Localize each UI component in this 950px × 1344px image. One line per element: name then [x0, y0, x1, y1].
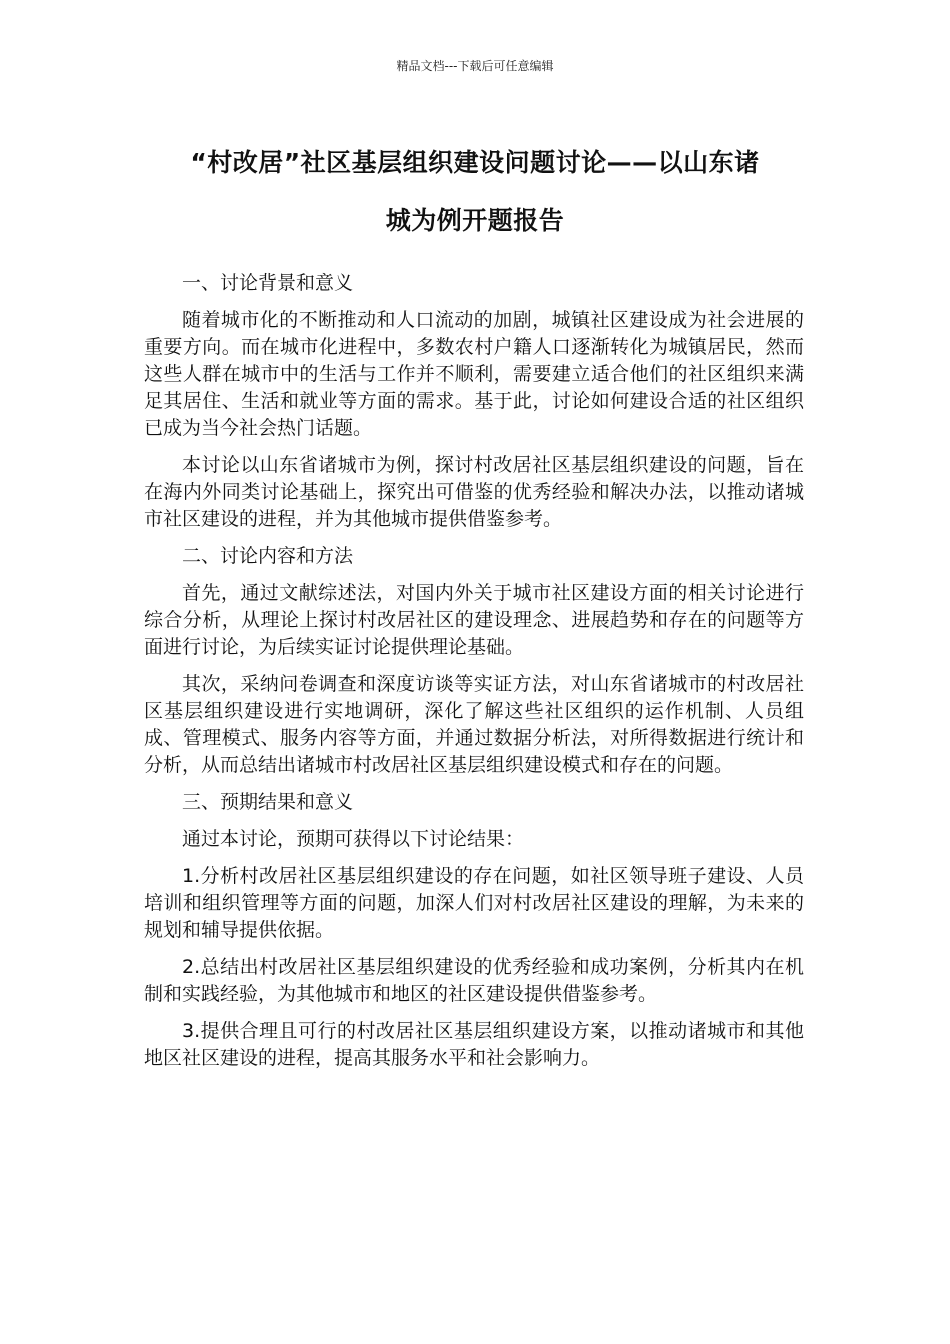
title-line-2: 城为例开题报告: [385, 206, 565, 235]
document-body: [144, 270, 804, 1082]
document-title: [140, 134, 810, 250]
title-line-1: “村改居”社区基层组织建设问题讨论——以山东诸: [190, 148, 760, 177]
header-note: 精品文档---下载后可任意编辑: [396, 59, 554, 73]
section-heading-expected-results: 三、预期结果和意义: [182, 791, 354, 813]
paragraph-background-2: 本讨论以山东省诸城市为例，探讨村改居社区基层组织建设的问题，旨在在海内外同类讨论基础上，探究出可借鉴的优秀经验和解决办法，以推动诸城市社区建设的进程，并为其他城市提供借鉴参考。: [144, 454, 804, 530]
list-item-result-2: 2.总结出村改居社区基层组织建设的优秀经验和成功案例，分析其内在机制和实践经验，为其他城市和地区的社区建设提供借鉴参考。: [144, 956, 804, 1005]
list-item-result-3: 3.提供合理且可行的村改居社区基层组织建设方案，以推动诸城市和其他地区社区建设的进程，提高其服务水平和社会影响力。: [144, 1020, 804, 1069]
paragraph-background-1: 随着城市化的不断推动和人口流动的加剧，城镇社区建设成为社会进展的重要方向。而在城市化进程中，多数农村户籍人口逐渐转化为城镇居民，然而这些人群在城市中的生活与工作并不顺利，需要建立适合他们的社区组织来满足其居住、生活和就业等方面的需求。基于此，讨论如何建设合适的社区组织已成为当今社会热门话题。: [144, 309, 804, 439]
paragraph-results-intro: 通过本讨论，预期可获得以下讨论结果：: [182, 828, 525, 850]
section-heading-content-methods: 二、讨论内容和方法: [182, 545, 354, 567]
paragraph-methods-1: 首先，通过文献综述法，对国内外关于城市社区建设方面的相关讨论进行综合分析，从理论上探讨村改居社区的建设理念、进展趋势和存在的问题等方面进行讨论，为后续实证讨论提供理论基础。: [144, 582, 804, 658]
list-item-result-1: 1.分析村改居社区基层组织建设的存在问题，如社区领导班子建设、人员培训和组织管理等方面的问题，加深人们对村改居社区建设的理解，为未来的规划和辅导提供依据。: [144, 865, 804, 941]
paragraph-methods-2: 其次，采纳问卷调查和深度访谈等实证方法，对山东省诸城市的村改居社区基层组织建设进行实地调研，深化了解这些社区组织的运作机制、人员组成、管理模式、服务内容等方面，并通过数据分析法，对所得数据进行统计和分析，从而总结出诸城市村改居社区基层组织建设模式和存在的问题。: [144, 673, 804, 776]
section-heading-background: 一、讨论背景和意义: [182, 272, 354, 294]
